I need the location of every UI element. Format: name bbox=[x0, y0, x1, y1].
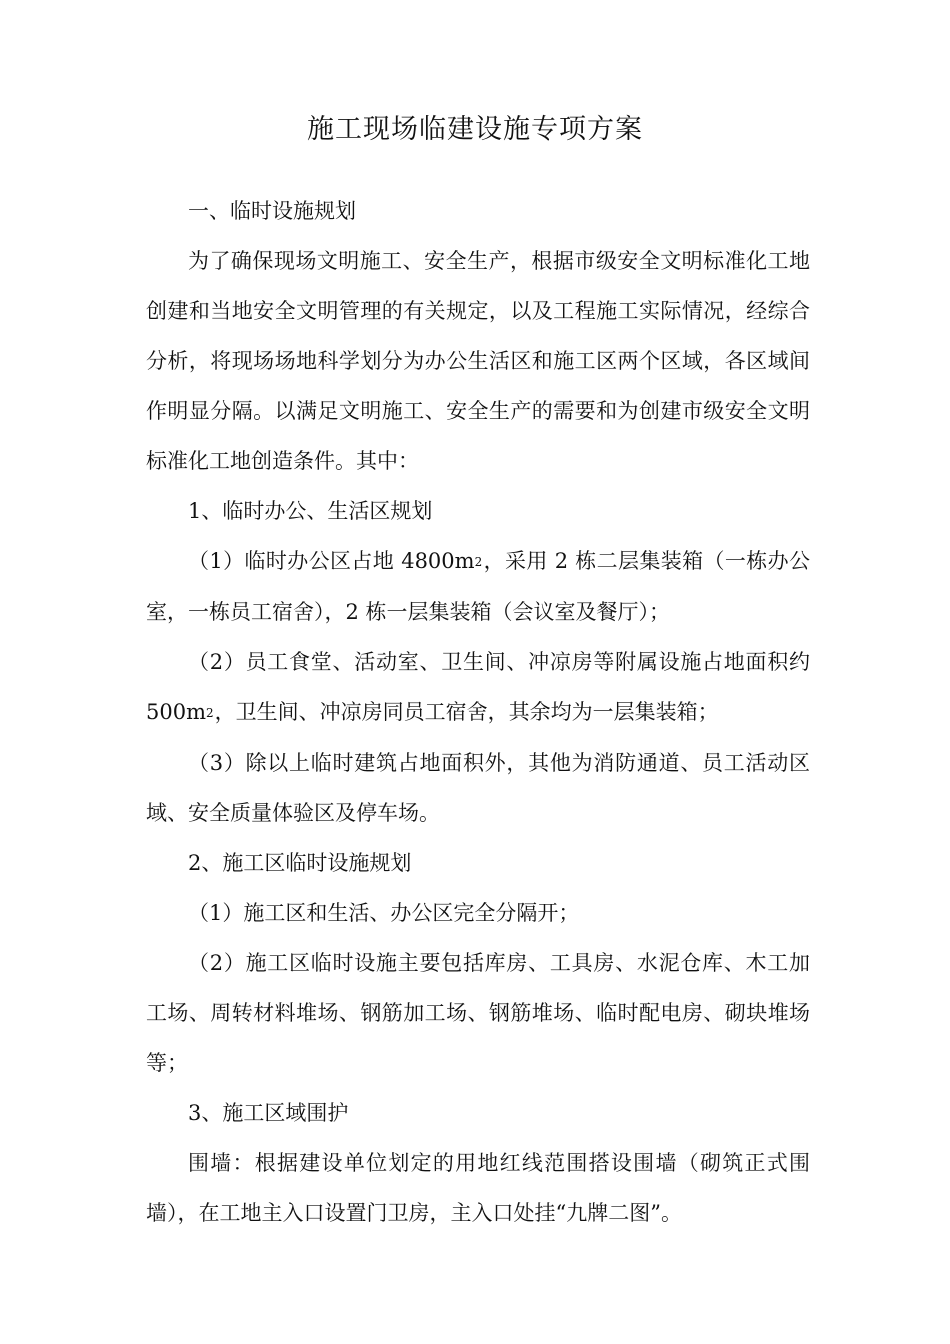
list-item-text: ，卫生间、冲凉房同员工宿舍，其余均为一层集装箱； bbox=[214, 700, 719, 724]
section-heading: 一、临时设施规划 bbox=[188, 199, 356, 223]
subsection-heading: 2、施工区临时设施规划 bbox=[188, 851, 412, 875]
list-item-text: （1）临时办公区占地 4800m bbox=[188, 549, 475, 573]
list-item: （2）施工区临时设施主要包括库房、工具房、水泥仓库、木工加工场、周转材料堆场、钢筋加工场、钢筋堆场、临时配电房、砌块堆场等； bbox=[146, 951, 810, 1075]
superscript: 2 bbox=[474, 555, 483, 569]
list-item: （3）除以上临时建筑占地面积外，其他为消防通道、员工活动区域、安全质量体验区及停车场。 bbox=[146, 751, 810, 825]
list-item-text: ，采用 2 栋二层集装箱（一栋办公室，一栋员工宿舍），2 栋一层集装箱（会议室及餐厅）； bbox=[146, 549, 810, 624]
list-item bbox=[146, 536, 810, 637]
list-item: （1）施工区和生活、办公区完全分隔开； bbox=[188, 901, 580, 925]
superscript: 2 bbox=[206, 706, 214, 720]
subsection-heading: 1、临时办公、生活区规划 bbox=[188, 499, 433, 523]
subsection-heading: 3、施工区域围护 bbox=[188, 1101, 349, 1125]
list-item bbox=[146, 637, 810, 738]
list-item-text: （2）员工食堂、活动室、卫生间、冲凉房等附属设施占地面积约 500m bbox=[146, 650, 810, 724]
document-body bbox=[146, 186, 810, 1238]
body-paragraph: 围墙：根据建设单位划定的用地红线范围搭设围墙（砌筑正式围墙），在工地主入口设置门卫房，主入口处挂“九牌二图”。 bbox=[146, 1151, 810, 1225]
intro-paragraph: 为了确保现场文明施工、安全生产，根据市级安全文明标准化工地创建和当地安全文明管理的有关规定，以及工程施工实际情况，经综合分析，将现场场地科学划分为办公生活区和施工区两个区域，各区域间作明显分隔。以满足文明施工、安全生产的需要和为创建市级安全文明标准化工地创造条件。其中： bbox=[146, 249, 810, 473]
document-title: 施工现场临建设施专项方案 bbox=[307, 114, 643, 145]
